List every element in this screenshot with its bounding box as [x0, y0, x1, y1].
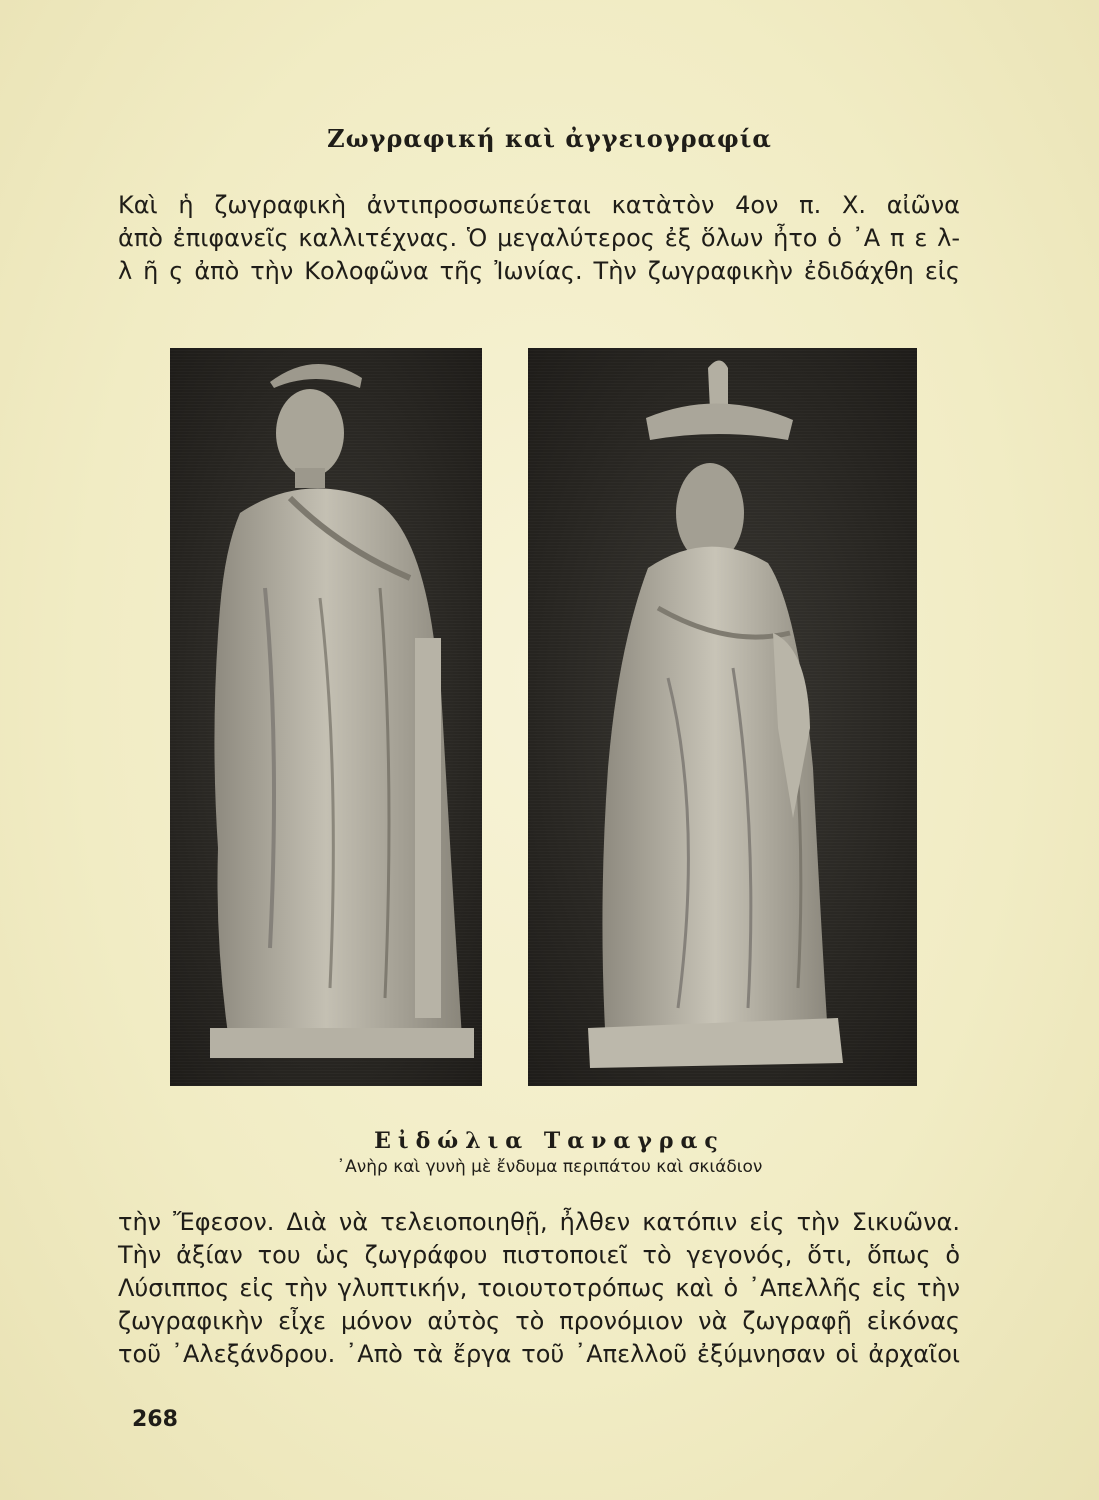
woman-figurine-image	[528, 348, 917, 1086]
text-line: ζωγραφικὴν εἶχε μόνον αὐτὸς τὸ προνόμιον νὰ ζωγραφῇ εἰκόνας	[118, 1307, 960, 1335]
text-line: Καὶ ἡ ζωγραφικὴ ἀντιπροσωπεύεται κατὰτὸν 4ον π. Χ. αἰῶνα	[118, 191, 960, 219]
man-figurine-image	[170, 348, 482, 1086]
text-line: Λύσιππος εἰς τὴν γλυπτικήν, τοιουτοτρόπως καὶ ὁ ᾿Απελλῆς εἰς τὴν	[118, 1274, 960, 1302]
figure-caption-title: Εἰδώλια Ταναγρας	[374, 1128, 725, 1154]
figurine-photo-left	[170, 348, 482, 1086]
section-heading: Ζωγραφική καὶ ἀγγειογραφία	[327, 124, 772, 153]
text-line: τοῦ ᾿Αλεξάνδρου. ᾿Απὸ τὰ ἔργα τοῦ ᾿Απελλοῦ ἐξύμνησαν οἱ ἀρχαῖοι	[118, 1340, 960, 1368]
text-line: Τὴν ἀξίαν του ὡς ζωγράφου πιστοποιεῖ τὸ γεγονός, ὅτι, ὅπως ὁ	[118, 1241, 960, 1269]
paragraph-bottom	[118, 1206, 960, 1371]
text-line: τὴν Ἔφεσον. Διὰ νὰ τελειοποιηθῇ, ἦλθεν κατόπιν εἰς τὴν Σικυῶνα.	[118, 1208, 960, 1236]
page-number: 268	[132, 1407, 178, 1432]
figurine-photo-right	[528, 348, 917, 1086]
text-line: ἀπὸ ἐπιφανεῖς καλλιτέχνας. Ὁ μεγαλύτερος ἐξ ὅλων ἦτο ὁ ᾿Α π ε λ-	[118, 224, 960, 252]
figure-caption-subtitle: ᾿Ανὴρ καὶ γυνὴ μὲ ἔνδυμα περιπάτου καὶ σκιάδιον	[336, 1157, 763, 1177]
text-line: λ ῆ ς ἀπὸ τὴν Κολοφῶνα τῆς Ἰωνίας. Τὴν ζωγραφικὴν ἐδιδάχθη εἰς	[118, 257, 960, 285]
paragraph-top	[118, 189, 960, 288]
